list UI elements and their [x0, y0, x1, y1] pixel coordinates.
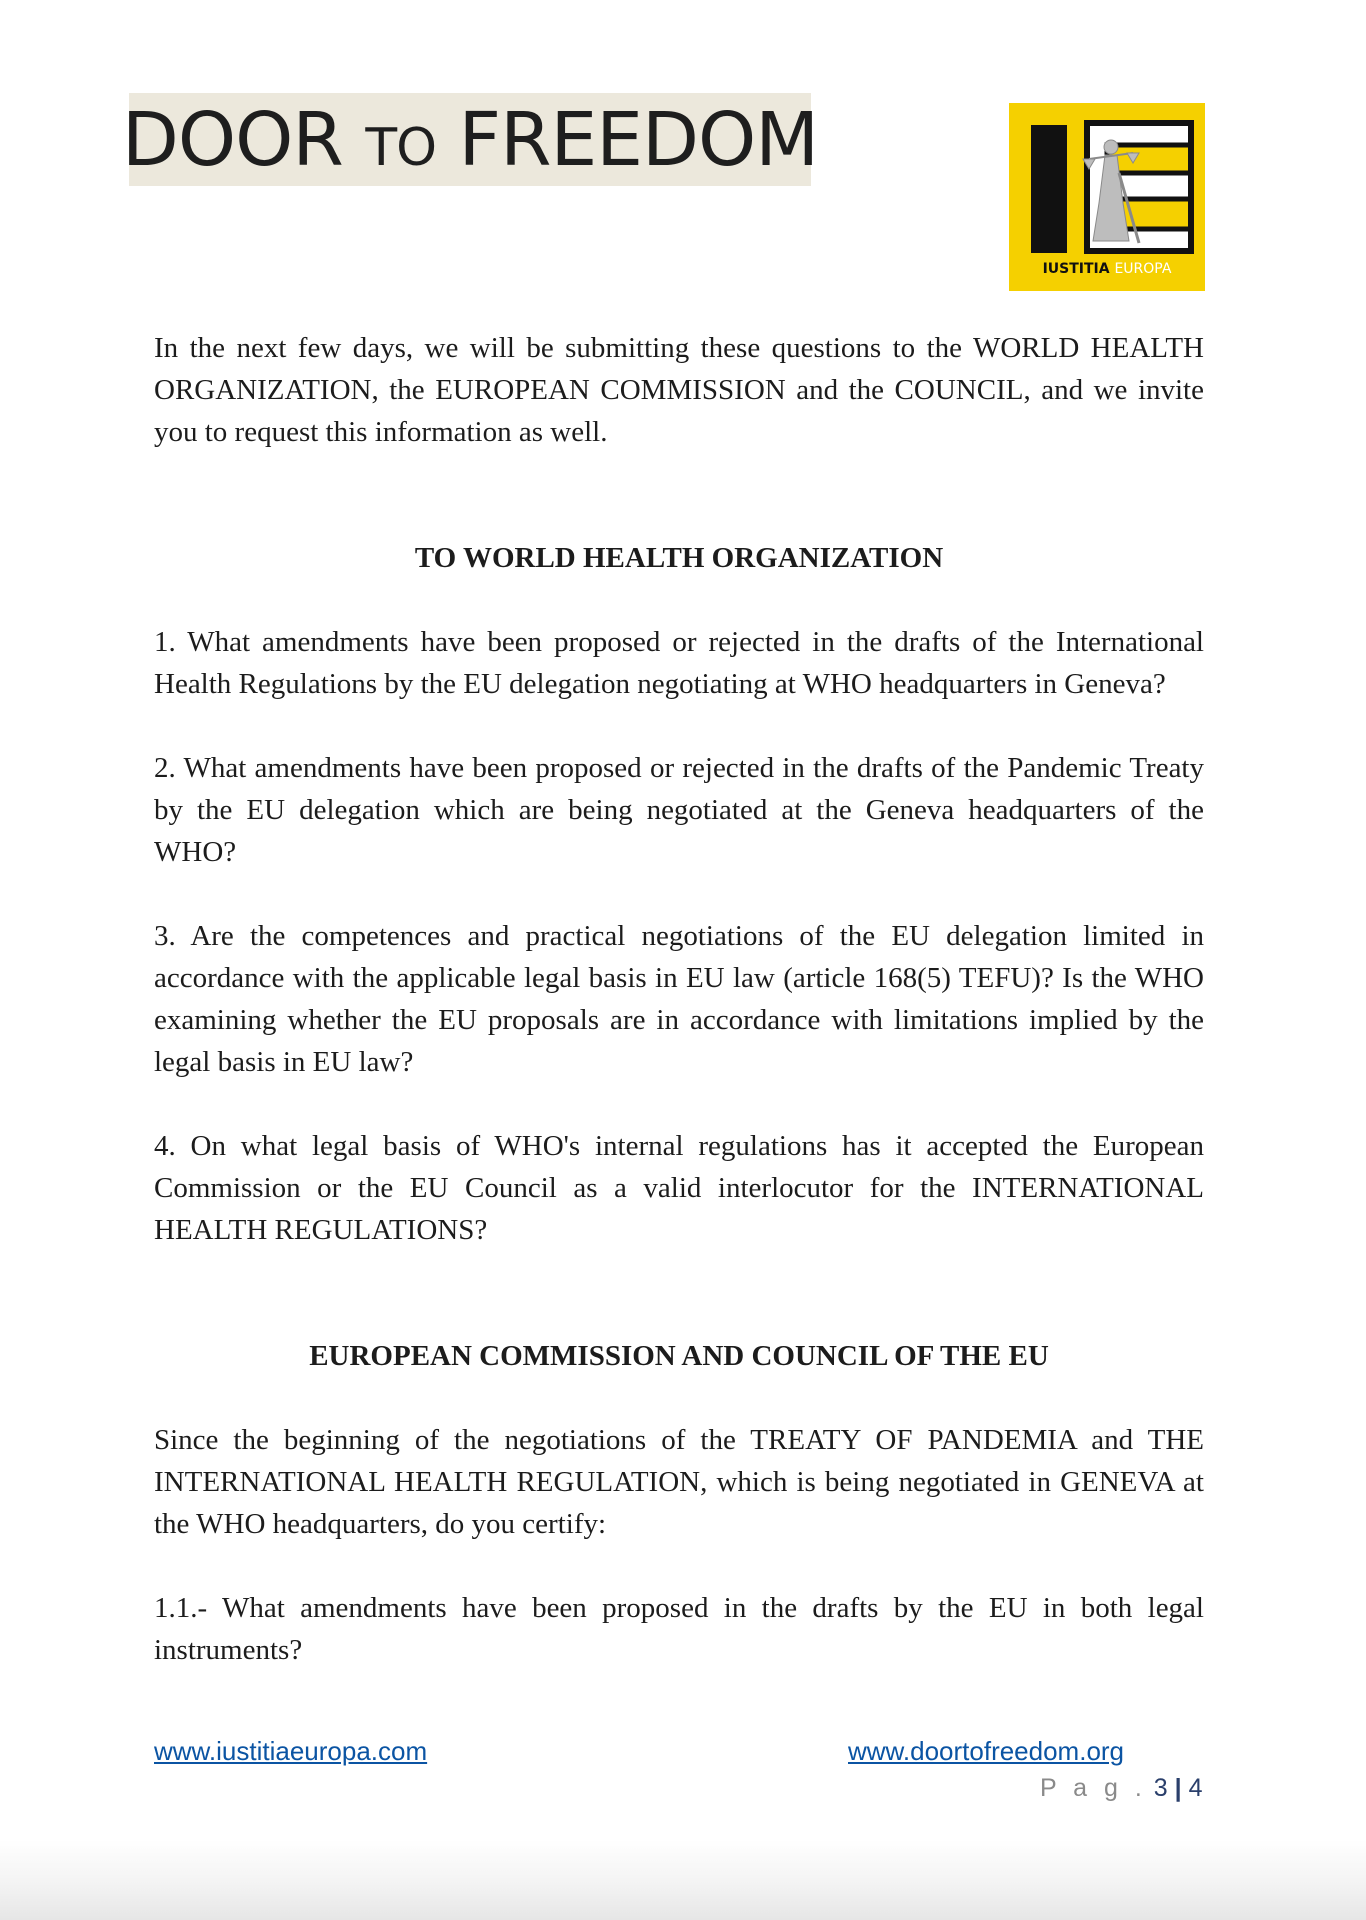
door-to-freedom-logo	[121, 93, 819, 186]
page-total: 4	[1188, 1774, 1203, 1802]
who-question-4: 4. On what legal basis of WHO's internal regulations has it accepted the European Commission or the EU Council as a valid interlocutor for the INTERNATIONAL HEALTH REGULATIONS?	[154, 1130, 1204, 1246]
brand-word-europa: EUROPA	[1114, 261, 1172, 277]
page-separator: |	[1174, 1774, 1182, 1802]
brand-word-iustitia: IUSTITIA	[1042, 261, 1110, 277]
section-heading-who: TO WORLD HEALTH ORGANIZATION	[414, 542, 944, 574]
section-heading-eu: EUROPEAN COMMISSION AND COUNCIL OF THE EU	[309, 1340, 1049, 1372]
logo-word-door: DOOR	[121, 96, 343, 183]
page-current: 3	[1153, 1774, 1168, 1802]
intro-paragraph: In the next few days, we will be submitting these questions to the WORLD HEALTH ORGANIZATION, the EUROPEAN COMMISSION and the COUNCIL, and we invite you to request this information as well.	[154, 332, 1204, 448]
page-bottom-shade	[0, 1840, 1366, 1920]
who-question-1: 1. What amendments have been proposed or rejected in the drafts of the International Health Regulations by the EU delegation negotiating at WHO headquarters in Geneva?	[154, 626, 1204, 700]
iustitia-europa-logo	[1009, 103, 1205, 291]
logo-word-freedom: FREEDOM	[458, 96, 819, 183]
who-question-2: 2. What amendments have been proposed or rejected in the drafts of the Pandemic Treaty by the EU delegation which are being negotiated at the Geneva headquarters of the WHO?	[154, 752, 1204, 868]
page-number	[1040, 1774, 1203, 1803]
logo-word-to: TO	[365, 117, 437, 178]
door-to-freedom-link[interactable]: www.doortofreedom.org	[848, 1736, 1125, 1766]
eu-question-1-1: 1.1.- What amendments have been proposed in the drafts by the EU in both legal instruments?	[154, 1592, 1204, 1666]
iustitia-europa-wordmark	[1009, 261, 1205, 277]
document-body	[154, 327, 1204, 1671]
who-question-3: 3. Are the competences and practical negotiations of the EU delegation limited in accordance with the applicable legal basis in EU law (article 168(5) TEFU)? Is the WHO examining whether the EU proposals are in accordance with limitations implied by the legal basis in EU law?	[154, 920, 1204, 1078]
door-to-freedom-logo-text	[121, 96, 819, 183]
iustitia-europa-link[interactable]: www.iustitiaeuropa.com	[154, 1736, 428, 1766]
page-label: P a g .	[1040, 1774, 1147, 1802]
eu-intro-paragraph: Since the beginning of the negotiations of the TREATY OF PANDEMIA and THE INTERNATIONAL HEALTH REGULATION, which is being negotiated in GENEVA at the WHO headquarters, do you certify:	[154, 1424, 1204, 1540]
